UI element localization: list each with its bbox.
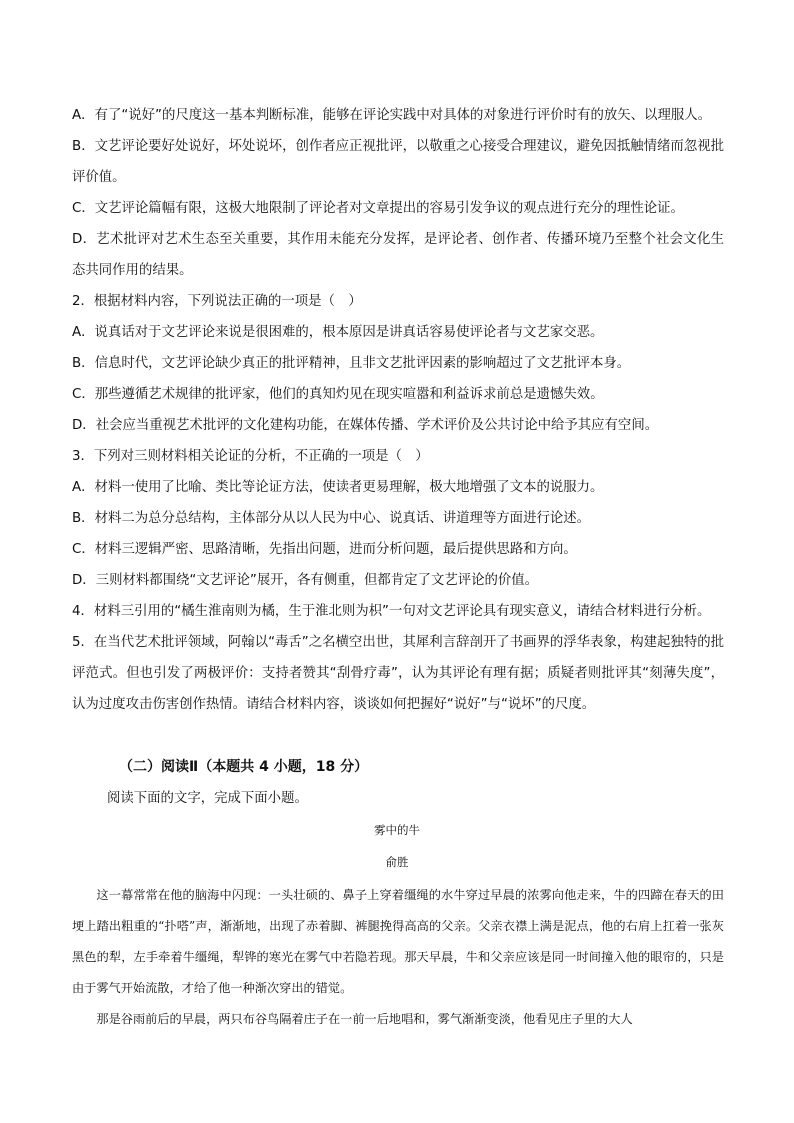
option-line: C．材料三逻辑严密、思路清晰，先指出问题，进而分析问题，最后提供思路和方向。 (72, 542, 577, 557)
option-line: D．艺术批评对艺术生态至关重要，其作用未能充分发挥，是评论者、创作者、传播环境乃至整个社会文化生态共同作用的结果。 (72, 232, 724, 278)
option-line: C．那些遵循艺术规律的批评家，他们的真知灼见在现实喧嚣和利益诉求前总是遗憾失效。 (72, 387, 604, 402)
question-stem: 4．材料三引用的“橘生淮南则为橘，生于淮北则为枳”一句对文艺评论具有现实意义，请结合材料进行分析。 (72, 604, 711, 619)
story-body (72, 880, 724, 1035)
option-line: D．三则材料都围绕“文艺评论”展开，各有侧重，但都肯定了文艺评论的价值。 (72, 573, 539, 588)
section-instruction: 阅读下面的文字，完成下面小题。 (107, 791, 308, 806)
option-line: C．文艺评论篇幅有限，这极大地限制了评论者对文章提出的容易引发争议的观点进行充分的理性论证。 (72, 201, 684, 216)
story-paragraph: 这一幕常常在他的脑海中闪现：一头壮硕的、鼻子上穿着缰绳的水牛穿过早晨的浓雾向他走来，牛的四蹄在春天的田埂上踏出粗重的“扑嗒”声，渐渐地，出现了赤着脚、裤腿挽得高高的父亲。父亲衣襟上满是泥点，他的右肩上扛着一张灰黑色的犁，左手牵着牛缰绳，犁铧的寒光在雾气中若隐若现。那天早晨，牛和父亲应该是同一时间撞入他的眼帘的，只是由于雾气开始流散，才给了他一种渐次穿出的错觉。 (72, 888, 724, 995)
question-block (72, 100, 724, 720)
option-line: D．社会应当重视艺术批评的文化建构功能，在媒体传播、学术评价及公共讨论中给予其应有空间。 (72, 418, 659, 433)
story-paragraph: 那是谷雨前后的早晨，两只布谷鸟隔着庄子在一前一后地唱和，雾气渐渐变淡，他看见庄子里的大人 (96, 1012, 633, 1026)
option-line: A．有了“说好”的尺度这一基本判断标准，能够在评论实践中对具体的对象进行评价时有的放矢、以理服人。 (72, 108, 711, 123)
story-author: 俞胜 (385, 855, 409, 869)
story-title: 雾中的牛 (374, 823, 420, 837)
section-title: （二）阅读Ⅱ（本题共 4 小题，18 分） (119, 759, 369, 775)
question-stem: 2．根据材料内容，下列说法正确的一项是（ ） (72, 294, 362, 309)
option-line: B．材料二为总分总结构，主体部分从以人民为中心、说真话、讲道理等方面进行论述。 (72, 511, 591, 526)
option-line: B．信息时代，文艺评论缺少真正的批评精神，且非文艺批评因素的影响超过了文艺批评本身。 (72, 356, 631, 371)
option-line: A．材料一使用了比喻、类比等论证方法，使读者更易理解，极大地增强了文本的说服力。 (72, 480, 604, 495)
option-line: A．说真话对于文艺评论来说是很困难的，根本原因是讲真话容易使评论者与文艺家交恶。 (72, 325, 604, 340)
question-stem: 5．在当代艺术批评领域，阿翰以“毒舌”之名横空出世，其犀利言辞剖开了书画界的浮华表象，构建起独特的批评范式。但也引发了两极评价：支持者赞其“刮骨疗毒”，认为其评论有理有据；质疑者则批评其“刻薄失度”，认为过度攻击伤害创作热情。请结合材料内容，谈谈如何把握好“说好”与“说坏”的尺度。 (72, 635, 724, 712)
option-line: B．文艺评论要好处说好，坏处说坏，创作者应正视批评，以敬重之心接受合理建议，避免因抵触情绪而忽视批评价值。 (72, 139, 724, 185)
question-stem: 3．下列对三则材料相关论证的分析，不正确的一项是（ ） (72, 449, 429, 464)
